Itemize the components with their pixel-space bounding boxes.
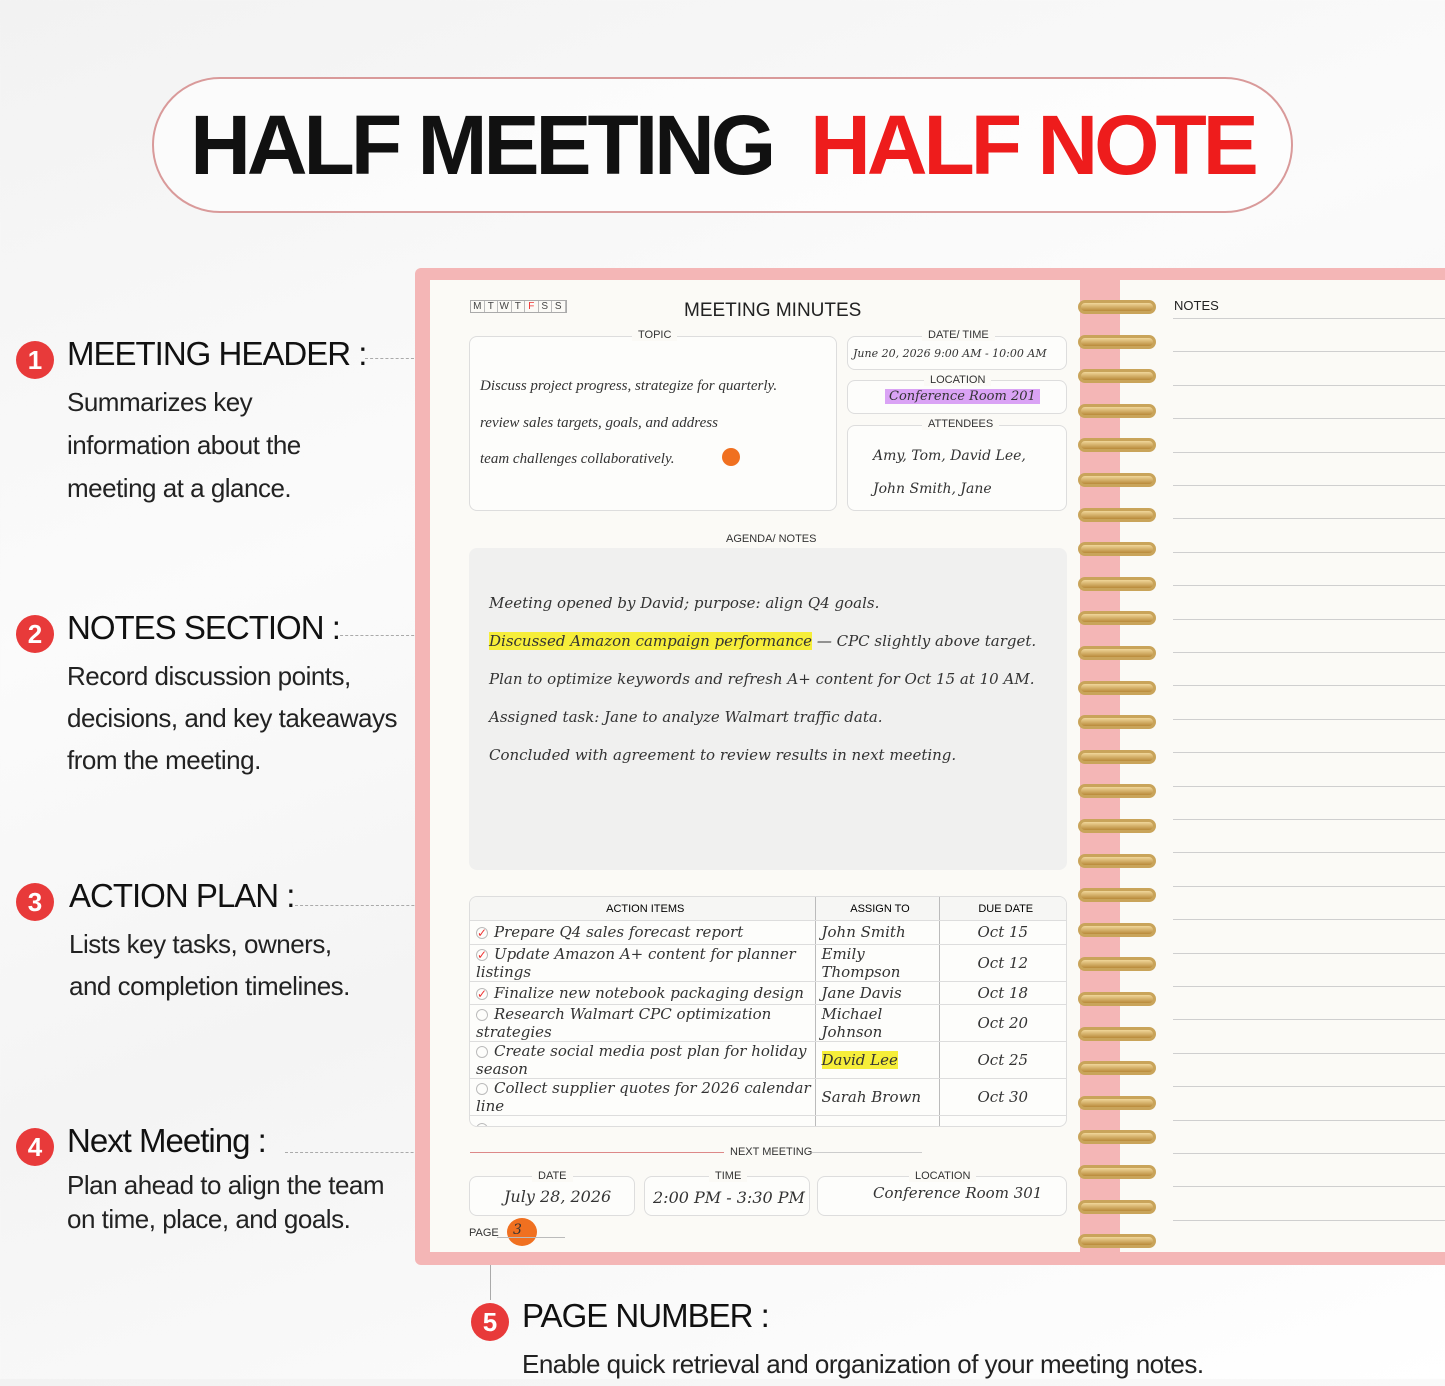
datetime-label: DATE/ TIME: [922, 329, 995, 341]
action-row[interactable]: [470, 1005, 1066, 1042]
assignee[interactable]: [815, 1042, 939, 1079]
spiral-ring: [1078, 646, 1156, 660]
due-date[interactable]: [939, 1116, 1066, 1127]
action-item[interactable]: [470, 1005, 815, 1042]
spiral-ring: [1078, 784, 1156, 798]
callout-number: 4: [16, 1128, 54, 1166]
spiral-ring: [1078, 715, 1156, 729]
agenda-line: — CPC slightly above target.: [816, 632, 1037, 650]
day-sat[interactable]: S: [539, 301, 553, 312]
next-meeting-label: NEXT MEETING: [724, 1146, 818, 1158]
note-line[interactable]: [1173, 953, 1445, 954]
note-line[interactable]: [1173, 1086, 1445, 1087]
attendees-line: John Smith, Jane: [873, 481, 992, 497]
agenda-text: [489, 584, 1036, 774]
assignee-highlight: David Lee: [821, 1051, 898, 1070]
next-date-label: DATE: [532, 1170, 573, 1182]
action-item[interactable]: [470, 1116, 815, 1127]
page-line: [497, 1237, 565, 1238]
spiral-ring: [1078, 854, 1156, 868]
callout-number: 3: [16, 883, 54, 921]
agenda-line: Meeting opened by David; purpose: align Q4 goals.: [489, 594, 880, 612]
spiral-ring: [1078, 1096, 1156, 1110]
location-value: Conference Room 201: [885, 389, 1040, 404]
col-due-date: DUE DATE: [939, 897, 1066, 921]
note-line[interactable]: [1173, 552, 1445, 553]
day-mon[interactable]: M: [471, 301, 485, 312]
spiral-ring: [1078, 750, 1156, 764]
callout-title: NOTES SECTION :: [67, 609, 340, 646]
callout-desc: Lists key tasks, owners, and completion timelines.: [69, 929, 350, 1001]
spiral-ring: [1078, 1027, 1156, 1041]
action-table: [469, 896, 1067, 1127]
page-ink-blot: [507, 1218, 537, 1246]
due-date[interactable]: Oct 12: [939, 944, 1066, 981]
note-line[interactable]: [1173, 1019, 1445, 1020]
spiral-ring: [1078, 1061, 1156, 1075]
divider: [470, 1152, 728, 1153]
callout-title: PAGE NUMBER :: [522, 1297, 769, 1334]
col-action-items: ACTION ITEMS: [470, 897, 815, 921]
checkbox-icon[interactable]: [476, 1123, 488, 1127]
spiral-ring: [1078, 508, 1156, 522]
page-label: PAGE: [469, 1227, 499, 1239]
day-fri-checked[interactable]: F: [525, 301, 539, 312]
day-sun[interactable]: S: [552, 301, 566, 312]
next-time-label: TIME: [709, 1170, 747, 1182]
next-location-label: LOCATION: [909, 1170, 976, 1182]
assignee[interactable]: [815, 1116, 939, 1127]
note-line[interactable]: [1173, 886, 1445, 887]
agenda-line: Assigned task: Jane to analyze Walmart traffic data.: [489, 708, 883, 726]
due-date[interactable]: Oct 15: [939, 921, 1066, 945]
callout-number: 1: [16, 341, 54, 379]
topic-line: Discuss project progress, strategize for quarterly.: [480, 378, 778, 394]
action-row[interactable]: [470, 1042, 1066, 1079]
spiral-ring: [1078, 473, 1156, 487]
notes-label: NOTES: [1174, 298, 1219, 313]
callout-title: MEETING HEADER :: [67, 335, 367, 372]
note-line[interactable]: [1173, 852, 1445, 853]
note-line[interactable]: [1173, 619, 1445, 620]
callout-desc: Enable quick retrieval and organization of your meeting notes.: [522, 1349, 1204, 1379]
topic-text: [480, 368, 830, 478]
topic-line: team challenges collaboratively.: [480, 451, 675, 467]
action-row[interactable]: [470, 981, 1066, 1005]
note-line[interactable]: [1173, 351, 1445, 352]
topic-label: TOPIC: [632, 329, 677, 341]
checkbox-icon[interactable]: [476, 1046, 488, 1058]
agenda-line: Plan to optimize keywords and refresh A+ content for Oct 15 at 10 AM.: [489, 670, 1035, 688]
callout-title: ACTION PLAN :: [69, 877, 295, 914]
assignee[interactable]: Sarah Brown: [815, 1079, 939, 1116]
spiral-ring: [1078, 1234, 1156, 1248]
attendees-label: ATTENDEES: [922, 418, 999, 430]
right-page: [1120, 280, 1445, 1252]
note-line[interactable]: [1173, 752, 1445, 753]
ink-blot: [722, 448, 740, 466]
day-thu[interactable]: T: [512, 301, 526, 312]
checked-icon[interactable]: ✓: [477, 947, 488, 962]
action-text: Research Walmart CPC optimization strategies: [476, 1005, 772, 1042]
note-line[interactable]: [1173, 1053, 1445, 1054]
datetime-value: June 20, 2026 9:00 AM - 10:00 AM: [853, 347, 1047, 360]
callout-desc: Summarizes key information about the meeting at a glance.: [67, 387, 301, 503]
note-line[interactable]: [1173, 652, 1445, 653]
headline-banner: [152, 77, 1293, 213]
col-assign-to: ASSIGN TO: [815, 897, 939, 921]
note-line[interactable]: [1173, 685, 1445, 686]
note-line[interactable]: [1173, 518, 1445, 519]
note-line[interactable]: [1173, 1220, 1445, 1221]
note-line[interactable]: [1173, 719, 1445, 720]
next-time-value: 2:00 PM - 3:30 PM: [653, 1188, 805, 1207]
callout-desc: Plan ahead to align the team on time, place, and goals.: [67, 1170, 385, 1234]
assignee[interactable]: Jane Davis: [815, 981, 939, 1005]
note-line[interactable]: [1173, 986, 1445, 987]
callout-desc: Record discussion points, decisions, and key takeaways from the meeting.: [67, 661, 397, 775]
spiral-ring: [1078, 819, 1156, 833]
action-text: Create social media post plan for holiday season: [476, 1042, 807, 1079]
spiral-ring: [1078, 1165, 1156, 1179]
due-date[interactable]: Oct 25: [939, 1042, 1066, 1079]
note-line[interactable]: [1173, 786, 1445, 787]
action-item[interactable]: [470, 921, 815, 945]
day-wed[interactable]: W: [498, 301, 512, 312]
note-line[interactable]: [1173, 485, 1445, 486]
spiral-ring: [1078, 923, 1156, 937]
assignee[interactable]: John Smith: [815, 921, 939, 945]
note-line[interactable]: [1173, 1153, 1445, 1154]
note-line[interactable]: [1173, 418, 1445, 419]
page-title: MEETING MINUTES: [684, 300, 862, 321]
spiral-ring: [1078, 542, 1156, 556]
spiral-ring: [1078, 888, 1156, 902]
next-location-value: Conference Room 301: [873, 1184, 1043, 1202]
spiral-ring: [1078, 957, 1156, 971]
spiral-ring: [1078, 577, 1156, 591]
day-tue[interactable]: T: [485, 301, 499, 312]
action-row[interactable]: [470, 1079, 1066, 1116]
note-line[interactable]: [1173, 1186, 1445, 1187]
checked-icon[interactable]: ✓: [477, 986, 488, 1001]
callout-number: 2: [16, 615, 54, 653]
checkbox-icon[interactable]: [476, 1083, 488, 1095]
headline-part1: HALF MEETING: [190, 97, 773, 192]
note-line[interactable]: [1173, 385, 1445, 386]
due-date[interactable]: Oct 18: [939, 981, 1066, 1005]
topic-line: review sales targets, goals, and address: [480, 414, 718, 431]
note-line[interactable]: [1173, 819, 1445, 820]
action-text: Finalize new notebook packaging design: [494, 983, 804, 1002]
action-item[interactable]: [470, 1042, 815, 1079]
action-item[interactable]: [470, 944, 815, 981]
action-row[interactable]: [470, 944, 1066, 981]
assignee[interactable]: Michael Johnson: [815, 1005, 939, 1042]
spiral-ring: [1078, 1200, 1156, 1214]
assignee[interactable]: Emily Thompson: [815, 944, 939, 981]
spiral-ring: [1078, 611, 1156, 625]
action-row[interactable]: [470, 921, 1066, 945]
attendees-line: Amy, Tom, David Lee,: [873, 448, 1026, 464]
action-item[interactable]: [470, 981, 815, 1005]
spiral-ring: [1078, 404, 1156, 418]
note-line[interactable]: [1173, 318, 1445, 319]
spiral-ring: [1078, 438, 1156, 452]
callout-title: Next Meeting :: [67, 1122, 266, 1159]
next-date-value: July 28, 2026: [504, 1187, 612, 1206]
callout-number: 5: [471, 1303, 509, 1341]
spiral-ring: [1078, 1130, 1156, 1144]
checkbox-icon[interactable]: [476, 1009, 488, 1021]
action-text: Collect supplier quotes for 2026 calendar line: [476, 1079, 811, 1116]
divider: [812, 1152, 922, 1153]
agenda-highlight: Discussed Amazon campaign performance: [489, 632, 813, 650]
attendees-list: [873, 440, 1026, 506]
location-label: LOCATION: [924, 374, 991, 386]
page-number[interactable]: 3: [513, 1222, 522, 1238]
action-row[interactable]: [470, 1116, 1066, 1127]
action-text: Update Amazon A+ content for planner listings: [476, 944, 796, 981]
note-line[interactable]: [1173, 919, 1445, 920]
weekday-selector[interactable]: [470, 300, 567, 313]
note-line[interactable]: [1173, 1120, 1445, 1121]
agenda-line: Concluded with agreement to review results in next meeting.: [489, 746, 957, 764]
checked-icon[interactable]: ✓: [477, 926, 488, 941]
note-line[interactable]: [1173, 452, 1445, 453]
action-text: Prepare Q4 sales forecast report: [494, 923, 744, 942]
spiral-ring: [1078, 369, 1156, 383]
spiral-ring: [1078, 681, 1156, 695]
action-item[interactable]: [470, 1079, 815, 1116]
headline-part2: HALF NOTE: [810, 97, 1255, 192]
spiral-ring: [1078, 300, 1156, 314]
due-date[interactable]: Oct 30: [939, 1079, 1066, 1116]
spiral-ring: [1078, 335, 1156, 349]
agenda-label: AGENDA/ NOTES: [720, 533, 822, 545]
note-line[interactable]: [1173, 585, 1445, 586]
spiral-ring: [1078, 992, 1156, 1006]
due-date[interactable]: Oct 20: [939, 1005, 1066, 1042]
